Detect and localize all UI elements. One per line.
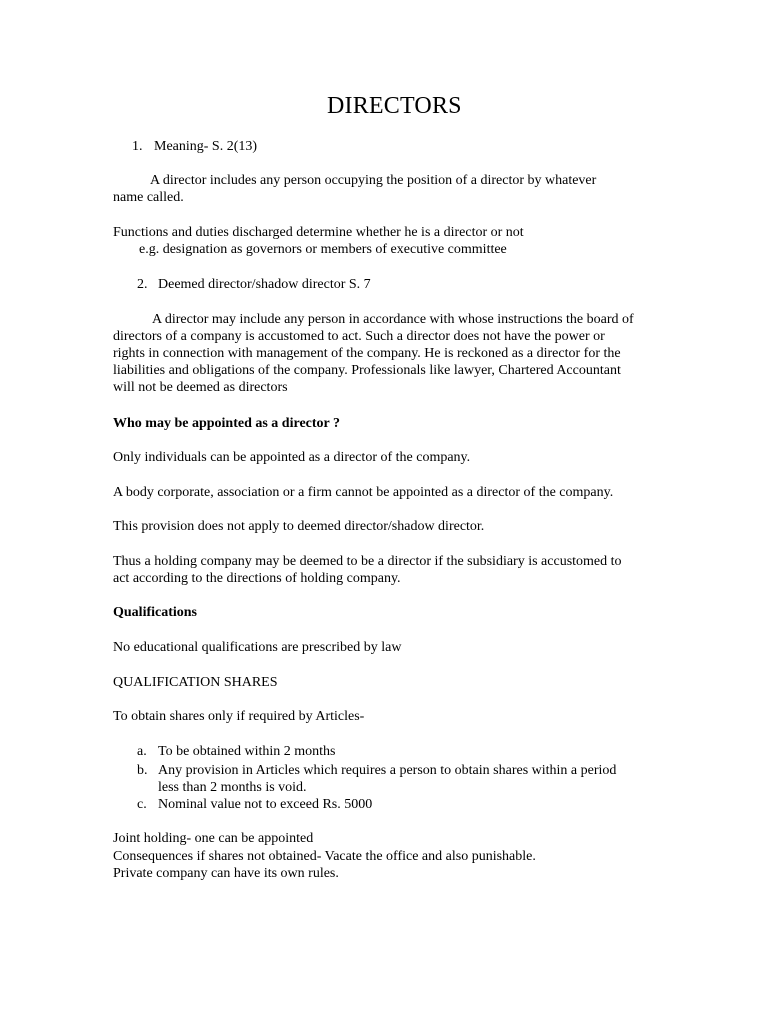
list-marker-b: b. — [137, 763, 148, 778]
paragraph-line: This provision does not apply to deemed director/shadow director. — [113, 519, 485, 534]
paragraph-line: Private company can have its own rules. — [113, 866, 339, 881]
list-marker-c: c. — [137, 797, 147, 812]
paragraph-line: name called. — [113, 190, 184, 205]
list-item-continuation: less than 2 months is void. — [158, 780, 307, 795]
paragraph-line: rights in connection with management of the company. He is reckoned as a director for the — [113, 346, 621, 361]
paragraph-line: act according to the directions of holding company. — [113, 571, 401, 586]
paragraph-line: e.g. designation as governors or members of executive committee — [139, 242, 507, 257]
paragraph-line: liabilities and obligations of the company. Professionals like lawyer, Chartered Accountant — [113, 363, 621, 378]
paragraph-line: Only individuals can be appointed as a director of the company. — [113, 450, 471, 465]
paragraph-line: directors of a company is accustomed to act. Such a director does not have the power or — [113, 329, 605, 344]
section-heading-meaning: Meaning- S. 2(13) — [154, 139, 258, 154]
paragraph-line: A director may include any person in accordance with whose instructions the board of — [152, 312, 634, 327]
section-heading-qualifications: Qualifications — [113, 605, 198, 620]
list-item: Any provision in Articles which requires a person to obtain shares within a period — [158, 763, 617, 778]
paragraph-line: A body corporate, association or a firm cannot be appointed as a director of the company. — [113, 485, 614, 500]
section-heading-deemed: Deemed director/shadow director S. 7 — [158, 277, 371, 292]
paragraph-line: Functions and duties discharged determine whether he is a director or not — [113, 225, 524, 240]
paragraph-line: No educational qualifications are prescribed by law — [113, 640, 402, 655]
paragraph-line: will not be deemed as directors — [113, 380, 288, 395]
paragraph-line: Thus a holding company may be deemed to be a director if the subsidiary is accustomed to — [113, 554, 622, 569]
paragraph-line: Consequences if shares not obtained- Vacate the office and also punishable. — [113, 849, 536, 864]
list-number-1: 1. — [132, 139, 143, 154]
paragraph-line: Joint holding- one can be appointed — [113, 831, 314, 846]
section-heading-who: Who may be appointed as a director ? — [113, 416, 340, 431]
section-heading-qualification-shares: QUALIFICATION SHARES — [113, 675, 278, 690]
list-number-2: 2. — [137, 277, 148, 292]
list-item: Nominal value not to exceed Rs. 5000 — [158, 797, 373, 812]
list-marker-a: a. — [137, 744, 147, 759]
page-title: DIRECTORS — [327, 93, 462, 119]
paragraph-line: A director includes any person occupying the position of a director by whatever — [150, 173, 597, 188]
list-item: To be obtained within 2 months — [158, 744, 336, 759]
paragraph-line: To obtain shares only if required by Articles- — [113, 709, 365, 724]
